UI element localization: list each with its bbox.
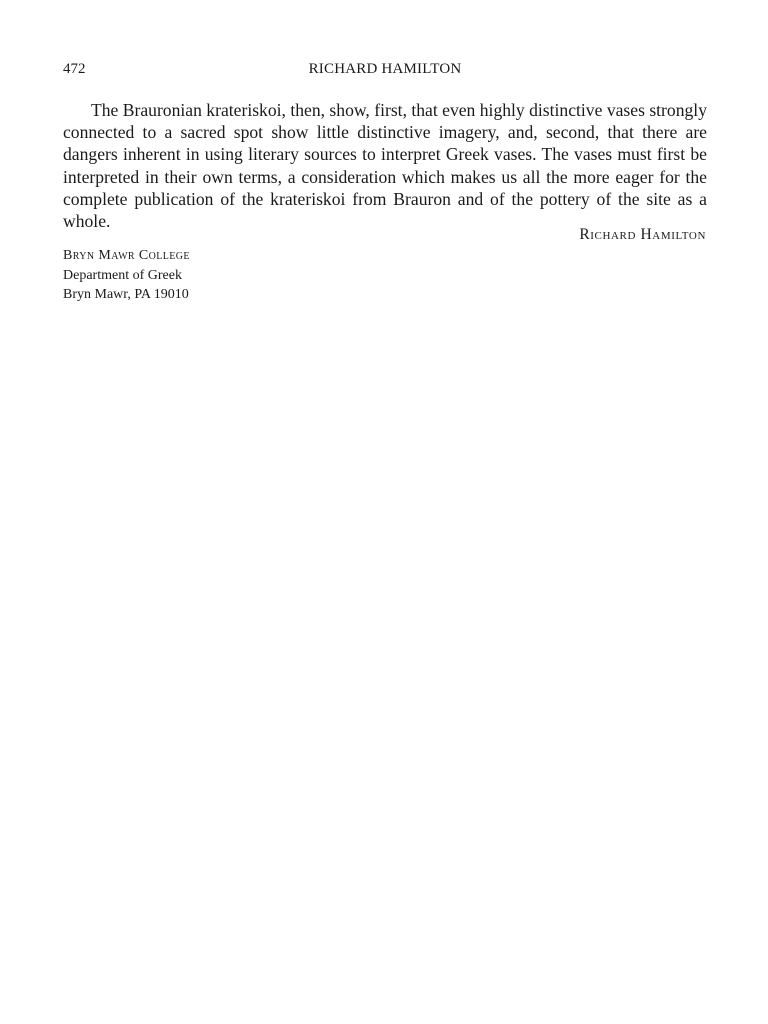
address-institution: Bryn Mawr College: [63, 248, 190, 263]
running-title: RICHARD HAMILTON: [308, 61, 462, 77]
author-signature: Richard Hamilton: [579, 226, 706, 243]
address-department: Department of Greek: [63, 267, 182, 283]
page-number: 472: [63, 61, 86, 77]
running-head: [63, 61, 707, 81]
body-paragraph: The Brauronian krateriskoi, then, show, first, that even highly distinctive vases strongly connected to a sacred spot show little distinctive imagery, and, second, that there are dangers inherent in using literary sources to interpret Greek vases. The vases must first be interpreted in their own terms, a consideration which makes us all the more eager for the complete publication of the krateriskoi from Brauron and of the pottery of the site as a whole.: [63, 100, 707, 232]
address-city: Bryn Mawr, PA 19010: [63, 287, 189, 302]
author-address: [63, 246, 190, 305]
